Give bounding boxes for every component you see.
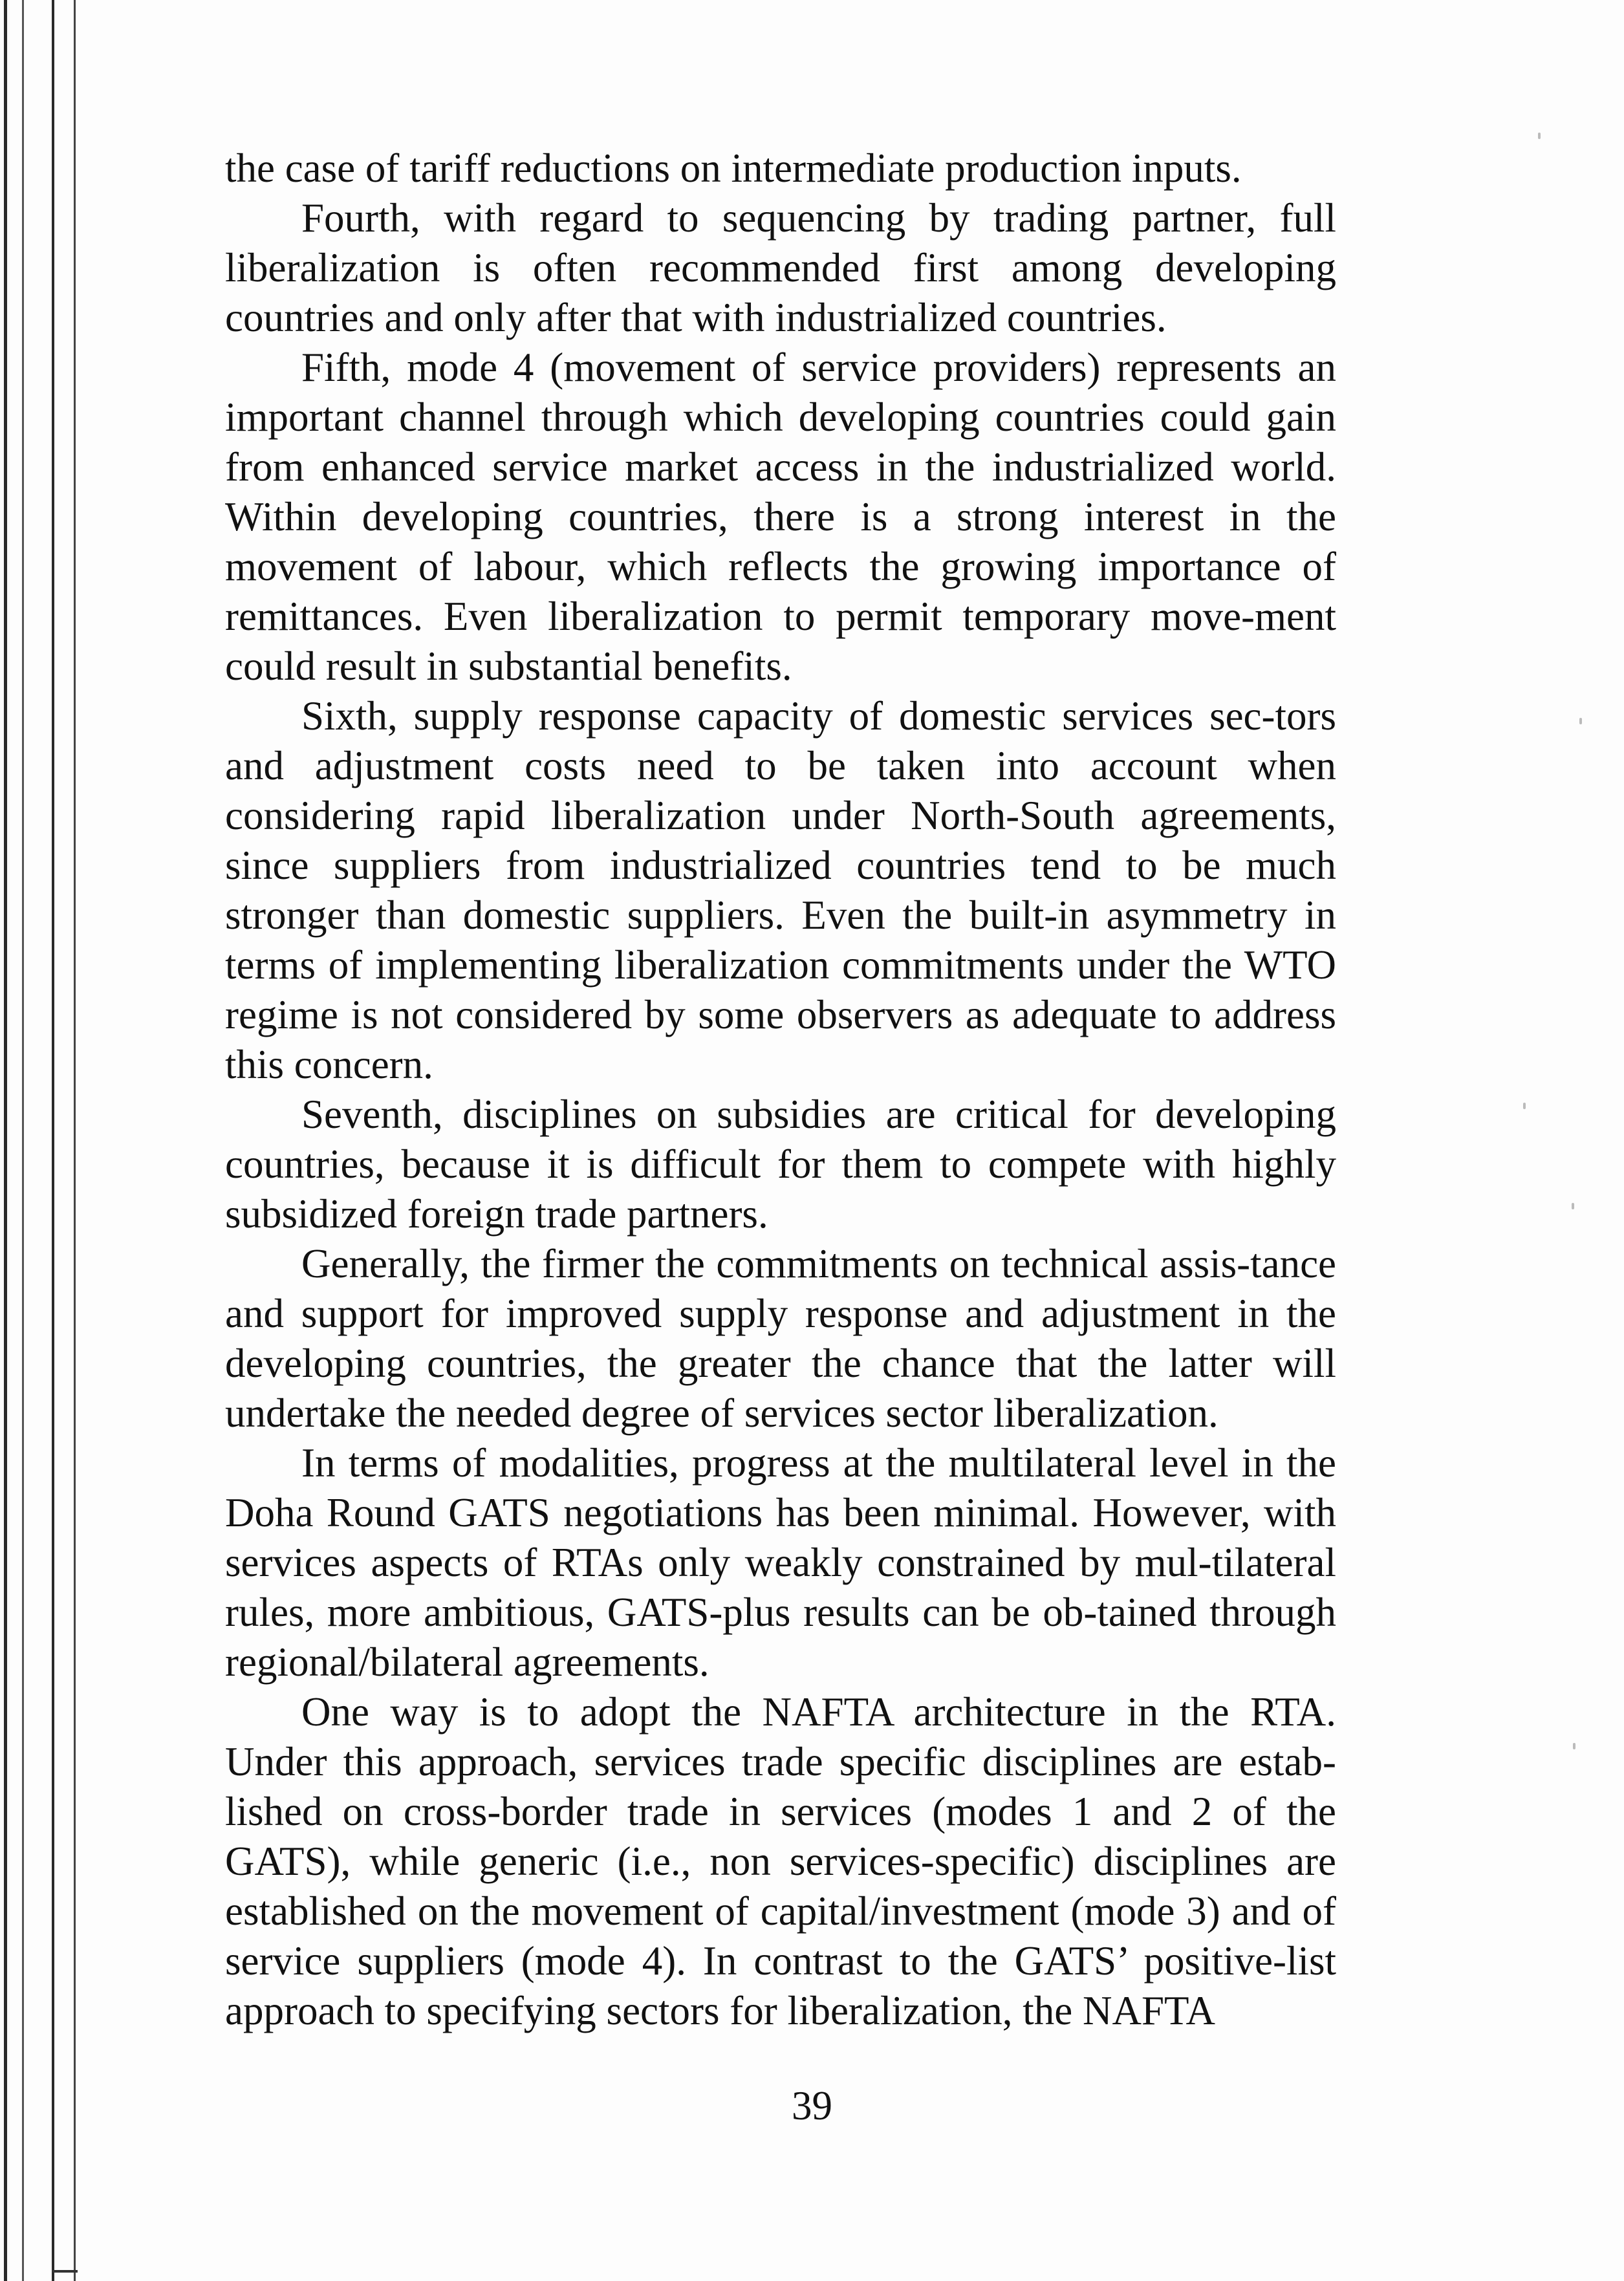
paragraph: the case of tariff reductions on intermediate production inputs. — [225, 146, 1242, 191]
scan-speck — [1572, 1203, 1574, 1209]
paragraph: Fourth, with regard to sequencing by trading partner, full liberalization is often recommended first among developing countries and only after that with industrialized countries. — [225, 195, 1336, 340]
binding-edge-line — [74, 0, 76, 2281]
paragraph: Seventh, disciplines on subsidies are critical for developing countries, because it is difficult for them to compete with highly subsidized foreign trade partners. — [225, 1092, 1336, 1237]
paragraph: Sixth, supply response capacity of domestic services sec-tors and adjustment costs need to be taken into account when considering rapid liberalization under North-South agreements, since suppliers from industrialized countries tend to be much stronger than domestic suppliers. Even the built-in asymmetry in terms of implementing liberalization commitments under the WTO regime is not considered by some observers as adequate to address this concern. — [225, 693, 1336, 1087]
scan-speck — [1573, 1743, 1575, 1749]
scan-speck — [1538, 133, 1541, 139]
paragraph: Fifth, mode 4 (movement of service providers) represents an important channel through which developing countries could gain from enhanced service market access in the industrialized world. Within developing countries, there is a strong interest in the movement of labour, which reflects the growing importance of remittances. Even liberalization to permit temporary move-ment could result in substantial benefits. — [225, 345, 1336, 689]
body-text — [225, 144, 1336, 2036]
binding-edge-mark — [52, 2270, 78, 2273]
scan-speck — [1579, 718, 1582, 724]
paragraph: One way is to adopt the NAFTA architecture in the RTA. Under this approach, services trade specific disciplines are estab-lished on cross-border trade in services (modes 1 and 2 of the GATS), while generic (i.e., non services-specific) disciplines are established on the movement of capital/investment (mode 3) and of service suppliers (mode 4). In contrast to the GATS’ positive-list approach to specifying sectors for liberalization, the NAFTA — [225, 1689, 1336, 2033]
binding-edge-line — [4, 0, 7, 2281]
binding-edge-line — [52, 0, 54, 2281]
scan-speck — [1523, 1103, 1526, 1109]
paragraph: In terms of modalities, progress at the multilateral level in the Doha Round GATS negotiations has been minimal. However, with services aspects of RTAs only weakly constrained by mul-tilateral rules, more ambitious, GATS-plus results can be ob-tained through regional/bilateral agreements. — [225, 1440, 1336, 1685]
page-number: 39 — [792, 2083, 832, 2128]
binding-edge-line — [22, 0, 24, 2281]
paragraph: Generally, the firmer the commitments on technical assis-tance and support for improved supply response and adjustment in the developing countries, the greater the chance that the latter will undertake the needed degree of services sector liberalization. — [225, 1241, 1336, 1436]
